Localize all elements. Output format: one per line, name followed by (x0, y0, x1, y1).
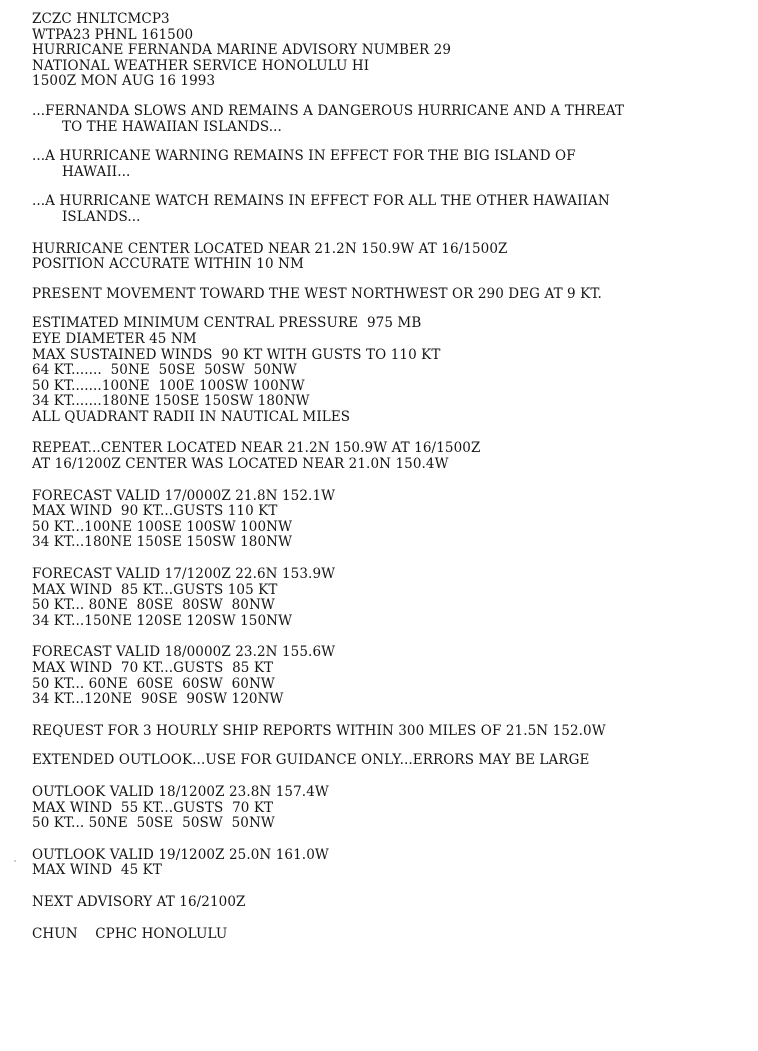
header-line: WTPA23 PHNL 161500 (32, 26, 194, 43)
intensity-block (32, 316, 752, 425)
intensity-line: ALL QUADRANT RADII IN NAUTICAL MILES (32, 408, 351, 425)
forecast-2 (32, 567, 752, 629)
wind-radii-line: 64 KT....... 50NE 50SE 50SW 50NW (32, 362, 297, 379)
repeat-line: AT 16/1200Z CENTER WAS LOCATED NEAR 21.0N 150.4W (32, 456, 449, 473)
outlook-line: OUTLOOK VALID 19/1200Z 25.0N 161.0W (32, 846, 329, 863)
header-line: ZCZC HNLTCMCP3 (32, 11, 170, 27)
header-block (32, 12, 752, 90)
next-advisory-block (32, 895, 752, 911)
intensity-line: MAX SUSTAINED WINDS 90 KT WITH GUSTS TO 110 KT (32, 346, 441, 363)
signoff-block (32, 927, 752, 943)
advisory-title: HURRICANE FERNANDA MARINE ADVISORY NUMBER 29 (32, 42, 452, 59)
headline-2 (32, 149, 752, 180)
forecast-line: 34 KT...150NE 120SE 120SW 150NW (32, 612, 293, 629)
center-line: HURRICANE CENTER LOCATED NEAR 21.2N 150.9W AT 16/1500Z (32, 240, 508, 257)
repeat-line: REPEAT...CENTER LOCATED NEAR 21.2N 150.9W AT 16/1500Z (32, 440, 481, 457)
wind-radii-line: 34 KT.......180NE 150SE 150SW 180NW (32, 393, 310, 410)
headline-text: ...A HURRICANE WATCH REMAINS IN EFFECT FOR ALL THE OTHER HAWAIIAN (32, 193, 610, 210)
headline-text: ...FERNANDA SLOWS AND REMAINS A DANGEROUS HURRICANE AND A THREAT (32, 102, 625, 119)
forecast-1 (32, 489, 752, 551)
request-block (32, 724, 752, 740)
forecast-line: MAX WIND 90 KT...GUSTS 110 KT (32, 503, 278, 520)
outlook-line: OUTLOOK VALID 18/1200Z 23.8N 157.4W (32, 783, 329, 800)
center-block (32, 242, 752, 273)
header-line: NATIONAL WEATHER SERVICE HONOLULU HI (32, 57, 370, 74)
forecast-line: 50 KT...100NE 100SE 100SW 100NW (32, 518, 293, 535)
forecast-line: MAX WIND 85 KT...GUSTS 105 KT (32, 581, 278, 598)
headline-text: HAWAII... (62, 163, 131, 180)
forecast-line: MAX WIND 70 KT...GUSTS 85 KT (32, 660, 274, 676)
headline-1 (32, 104, 752, 135)
forecast-line: 50 KT... 60NE 60SE 60SW 60NW (32, 675, 275, 692)
intensity-line: ESTIMATED MINIMUM CENTRAL PRESSURE 975 MB (32, 315, 422, 332)
forecast-line: 34 KT...180NE 150SE 150SW 180NW (32, 534, 293, 551)
wind-radii-line: 50 KT.......100NE 100E 100SW 100NW (32, 377, 305, 394)
headline-text: TO THE HAWAIIAN ISLANDS... (62, 118, 282, 135)
scan-speck (14, 860, 16, 862)
extended-line: EXTENDED OUTLOOK...USE FOR GUIDANCE ONLY...ERRORS MAY BE LARGE (32, 752, 590, 769)
forecast-line: 34 KT...120NE 90SE 90SW 120NW (32, 691, 284, 708)
movement-block (32, 287, 752, 303)
request-line: REQUEST FOR 3 HOURLY SHIP REPORTS WITHIN 300 MILES OF 21.5N 152.0W (32, 722, 606, 739)
headline-text: ISLANDS... (62, 208, 141, 225)
advisory-document (32, 12, 752, 956)
extended-block (32, 753, 752, 769)
center-line: POSITION ACCURATE WITHIN 10 NM (32, 256, 304, 273)
headline-text: ...A HURRICANE WARNING REMAINS IN EFFECT FOR THE BIG ISLAND OF (32, 148, 576, 165)
headline-3 (32, 194, 752, 225)
forecast-line: 50 KT... 80NE 80SE 80SW 80NW (32, 597, 275, 614)
forecast-line: FORECAST VALID 17/0000Z 21.8N 152.1W (32, 487, 336, 504)
outlook-2 (32, 848, 752, 879)
outlook-1 (32, 785, 752, 832)
forecast-line: FORECAST VALID 17/1200Z 22.6N 153.9W (32, 566, 336, 583)
outlook-line: 50 KT... 50NE 50SE 50SW 50NW (32, 815, 275, 832)
repeat-block (32, 441, 752, 472)
forecast-3 (32, 645, 752, 707)
movement-line: PRESENT MOVEMENT TOWARD THE WEST NORTHWEST OR 290 DEG AT 9 KT. (32, 285, 602, 302)
signoff-line: CHUN CPHC HONOLULU (32, 925, 228, 942)
outlook-line: MAX WIND 45 KT (32, 862, 162, 879)
intensity-line: EYE DIAMETER 45 NM (32, 330, 197, 347)
next-advisory-line: NEXT ADVISORY AT 16/2100Z (32, 893, 246, 910)
outlook-line: MAX WIND 55 KT...GUSTS 70 KT (32, 799, 274, 816)
forecast-line: FORECAST VALID 18/0000Z 23.2N 155.6W (32, 644, 336, 661)
issue-time: 1500Z MON AUG 16 1993 (32, 73, 216, 90)
